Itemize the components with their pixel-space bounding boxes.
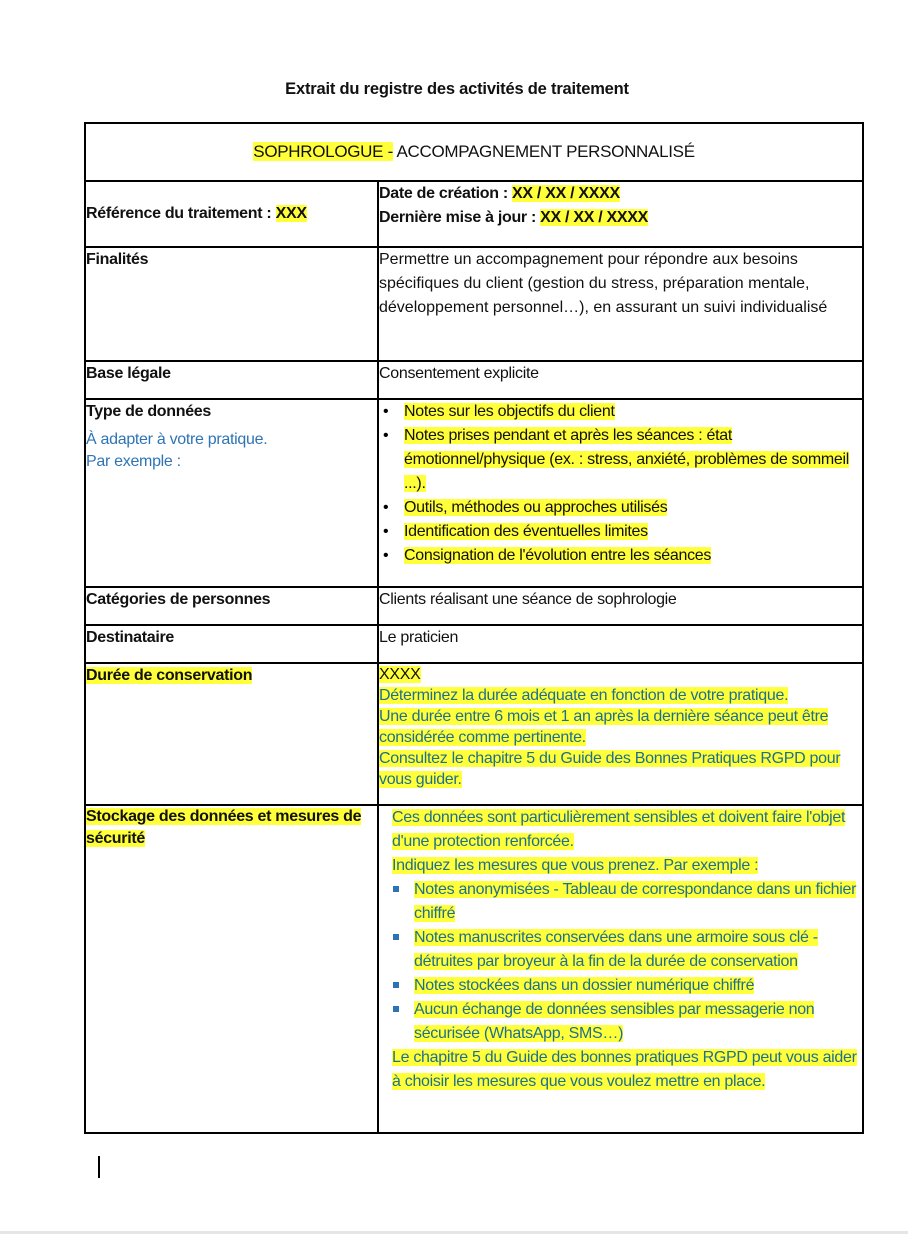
type-donnees-hint-1: À adapter à votre pratique. [86,431,268,448]
duree-guidance-3: Consultez le chapitre 5 du Guide des Bonnes Pratiques RGPD pour vous guider. [379,750,841,788]
register-table [84,122,864,1134]
update-date-value: XX / XX / XXXX [540,209,649,226]
base-legale-row [85,361,863,399]
type-donnees-value-cell[interactable] [378,399,863,587]
duree-row [85,663,863,805]
reference-row [85,181,863,247]
type-donnees-list [379,400,862,568]
stockage-intro-1: Ces données sont particulièrement sensibles et doivent faire l'objet d'une protection renforcée. [392,809,846,850]
list-item: Notes stockées dans un dossier numérique chiffré [389,974,862,998]
type-donnees-hint-2: Par exemple : [86,453,181,470]
type-donnees-label: Type de données [86,403,212,420]
stockage-outro: Le chapitre 5 du Guide des bonnes pratiques RGPD peut vous aider à choisir les mesures que vous voulez mettre en place. [392,1049,857,1090]
bullet-icon [383,424,395,448]
dates-cell[interactable] [378,181,863,247]
list-item: • Notes prises pendant et après les séances : état émotionnel/physique (ex. : stress, anxiété, problèmes de sommeil ...). [379,424,862,496]
finalites-value[interactable]: Permettre un accompagnement pour répondre aux besoins spécifiques du client (gestion du stress, préparation mentale, développement personnel…), en assurant un suivi individualisé [378,247,863,361]
bullet-icon [383,544,395,568]
header-row [85,123,863,181]
duree-label-cell [85,663,378,805]
duree-value-cell[interactable] [378,663,863,805]
bullet-icon [383,520,395,544]
duree-guidance-1: Déterminez la durée adéquate en fonction de votre pratique. [379,687,789,704]
list-item: • Notes sur les objectifs du client [379,400,862,424]
stockage-measures-list [389,878,862,1046]
treatment-title-cell[interactable] [85,123,863,181]
stockage-row [85,805,863,1133]
square-bullet-icon [393,878,405,902]
destinataire-value[interactable]: Le praticien [378,625,863,663]
stockage-label: Stockage des données et mesures de sécurité [86,808,362,847]
categories-label: Catégories de personnes [85,587,378,625]
categories-value[interactable]: Clients réalisant une séance de sophrologie [378,587,863,625]
duree-guidance-2: Une durée entre 6 mois et 1 an après la dernière séance peut être considérée comme pertinente. [379,708,829,746]
list-item: • Identification des éventuelles limites [379,520,862,544]
type-donnees-row [85,399,863,587]
categories-row [85,587,863,625]
stockage-label-cell [85,805,378,1133]
destinataire-row [85,625,863,663]
finalites-label: Finalités [85,247,378,361]
square-bullet-icon [393,974,405,998]
reference-cell[interactable] [85,181,378,247]
list-item: Notes manuscrites conservées dans une armoire sous clé - détruites par broyeur à la fin de la durée de conservation [389,926,862,974]
list-item: Notes anonymisées - Tableau de correspondance dans un fichier chiffré [389,878,862,926]
stockage-value-cell[interactable] [378,805,863,1133]
update-date-label: Dernière mise à jour : [379,209,541,226]
bullet-icon [383,400,395,424]
creation-date-label: Date de création : [379,185,513,202]
bullet-icon [383,496,395,520]
duree-label: Durée de conservation [86,667,253,684]
list-item: • Outils, méthodes ou approches utilisés [379,496,862,520]
destinataire-label: Destinataire [85,625,378,663]
reference-value: XXX [275,205,307,222]
finalites-row [85,247,863,361]
treatment-profession: SOPHROLOGUE - [253,142,393,161]
text-cursor [98,1156,100,1178]
base-legale-value[interactable]: Consentement explicite [378,361,863,399]
list-item: Aucun échange de données sensibles par messagerie non sécurisée (WhatsApp, SMS…) [389,998,862,1046]
treatment-name: ACCOMPAGNEMENT PERSONNALISÉ [392,142,695,161]
document-title: Extrait du registre des activités de traitement [285,80,629,98]
type-donnees-label-cell [85,399,378,587]
base-legale-label: Base légale [85,361,378,399]
square-bullet-icon [393,998,405,1022]
list-item: • Consignation de l'évolution entre les séances [379,544,862,568]
creation-date-value: XX / XX / XXXX [512,185,620,202]
square-bullet-icon [393,926,405,950]
reference-label: Référence du traitement : [86,205,276,222]
stockage-intro-2: Indiquez les mesures que vous prenez. Par exemple : [392,857,759,874]
duree-value: XXXX [379,666,421,683]
